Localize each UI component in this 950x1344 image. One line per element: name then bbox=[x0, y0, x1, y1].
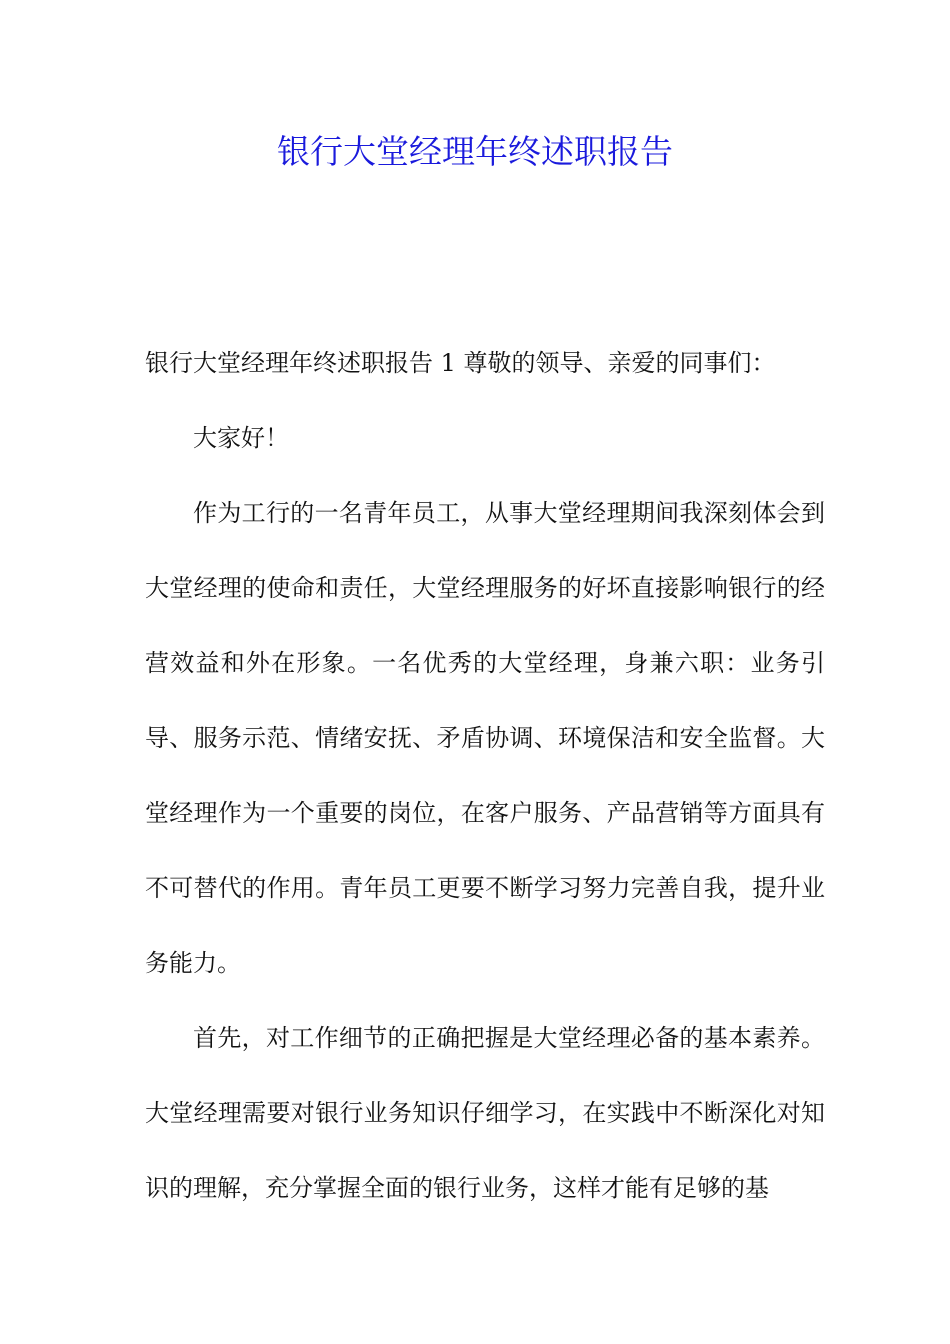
paragraph-intro: 银行大堂经理年终述职报告 1 尊敬的领导、亲爱的同事们： bbox=[145, 349, 776, 377]
paragraph-greeting: 大家好！ bbox=[193, 424, 289, 452]
document-title: 银行大堂经理年终述职报告 bbox=[277, 132, 673, 171]
paragraph-body-2: 首先，对工作细节的正确把握是大堂经理必备的基本素养。大堂经理需要对银行业务知识仔细学习，在实践中不断深化对知识的理解，充分掌握全面的银行业务，这样才能有足够的基 bbox=[145, 1024, 825, 1202]
paragraph-body-1: 作为工行的一名青年员工，从事大堂经理期间我深刻体会到大堂经理的使命和责任，大堂经理服务的好坏直接影响银行的经营效益和外在形象。一名优秀的大堂经理，身兼六职：业务引导、服务示范、情绪安抚、矛盾协调、环境保洁和安全监督。大堂经理作为一个重要的岗位，在客户服务、产品营销等方面具有不可替代的作用。青年员工更要不断学习努力完善自我，提升业务能力。 bbox=[145, 499, 825, 977]
document-body bbox=[145, 336, 825, 1236]
